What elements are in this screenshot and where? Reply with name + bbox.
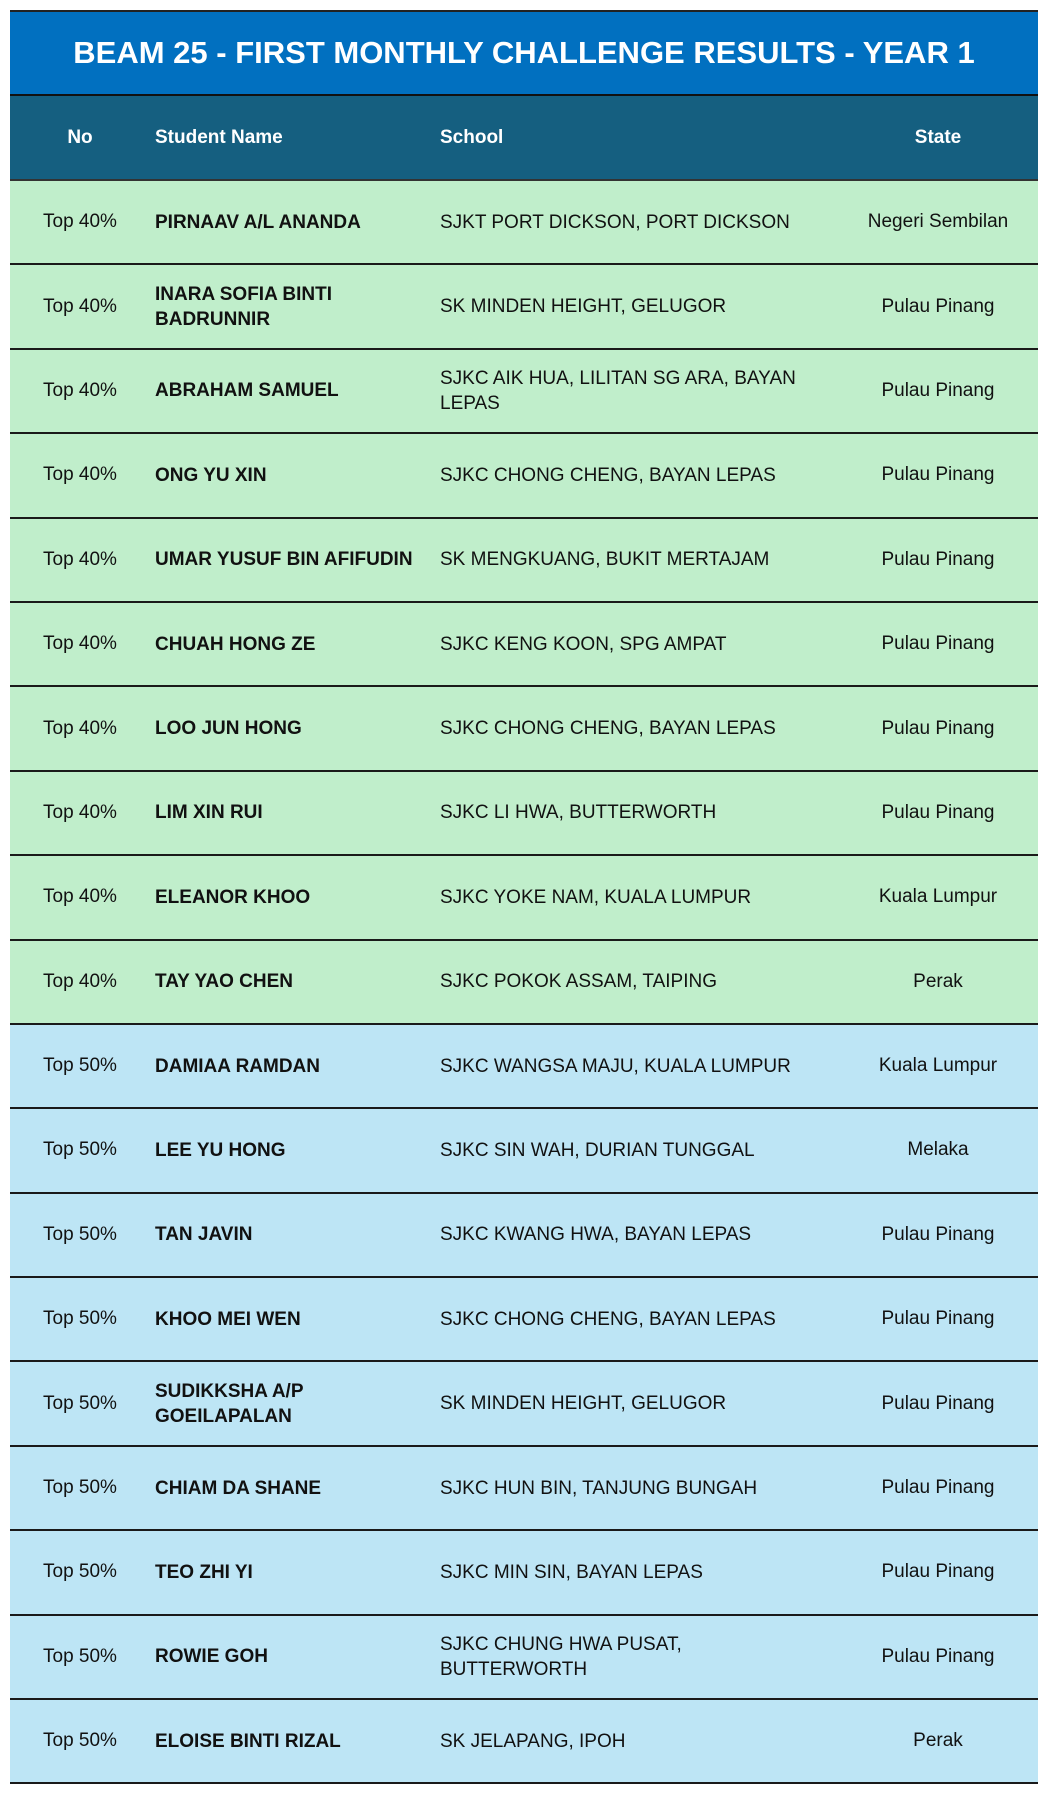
school-cell: SJKC WANGSA MAJU, KUALA LUMPUR	[440, 1055, 791, 1077]
state-cell: Perak	[913, 970, 963, 992]
table-row	[10, 1278, 1038, 1362]
rank-cell: Top 50%	[43, 1561, 117, 1583]
school-cell: SK MENGKUANG, BUKIT MERTAJAM	[440, 549, 770, 571]
school-cell: SJKC KWANG HWA, BAYAN LEPAS	[440, 1224, 752, 1246]
school-cell: SJKC LI HWA, BUTTERWORTH	[440, 802, 717, 824]
column-header-student-name: Student Name	[155, 127, 283, 148]
rank-cell: Top 40%	[43, 886, 117, 908]
school-cell: SJKC YOKE NAM, KUALA LUMPUR	[440, 886, 752, 908]
student-name-cell: KHOO MEI WEN	[155, 1308, 301, 1330]
table-row	[10, 1447, 1038, 1531]
rank-cell: Top 40%	[43, 801, 117, 823]
school-cell: SJKC CHUNG HWA PUSAT, BUTTERWORTH	[440, 1633, 682, 1680]
rank-cell: Top 50%	[43, 1223, 117, 1245]
state-cell: Pulau Pinang	[881, 717, 995, 739]
state-cell: Pulau Pinang	[881, 1477, 995, 1499]
rank-cell: Top 40%	[43, 379, 117, 401]
table-row	[10, 856, 1038, 940]
state-cell: Pulau Pinang	[881, 295, 995, 317]
column-header-school: School	[440, 127, 504, 148]
table-row	[10, 265, 1038, 349]
student-name-cell: ABRAHAM SAMUEL	[155, 380, 339, 402]
student-name-cell: ROWIE GOH	[155, 1646, 268, 1668]
column-header-no: No	[67, 126, 93, 148]
rank-cell: Top 40%	[43, 464, 117, 486]
school-cell: SJKC CHONG CHENG, BAYAN LEPAS	[440, 464, 776, 486]
student-name-cell: CHIAM DA SHANE	[155, 1477, 322, 1499]
table-row	[10, 1700, 1038, 1784]
school-cell: SJKC AIK HUA, LILITAN SG ARA, BAYAN LEPAS	[440, 367, 796, 414]
table-row	[10, 350, 1038, 434]
student-name-cell: TAY YAO CHEN	[155, 971, 293, 993]
table-row	[10, 1362, 1038, 1446]
table-row	[10, 603, 1038, 687]
table-row	[10, 941, 1038, 1025]
student-name-cell: ELOISE BINTI RIZAL	[155, 1730, 341, 1752]
rank-cell: Top 50%	[43, 1645, 117, 1667]
school-cell: SK JELAPANG, IPOH	[440, 1730, 626, 1752]
student-name-cell: CHUAH HONG ZE	[155, 633, 316, 655]
state-cell: Pulau Pinang	[881, 548, 995, 570]
table-row	[10, 1531, 1038, 1615]
school-cell: SJKC MIN SIN, BAYAN LEPAS	[440, 1561, 703, 1583]
table-row	[10, 1194, 1038, 1278]
state-cell: Pulau Pinang	[881, 1645, 995, 1667]
student-name-cell: TAN JAVIN	[155, 1224, 253, 1246]
rank-cell: Top 40%	[43, 633, 117, 655]
table-row	[10, 687, 1038, 771]
rank-cell: Top 50%	[43, 1055, 117, 1077]
school-cell: SJKC POKOK ASSAM, TAIPING	[440, 971, 717, 993]
state-cell: Kuala Lumpur	[878, 1055, 998, 1077]
school-cell: SK MINDEN HEIGHT, GELUGOR	[440, 1393, 727, 1415]
rank-cell: Top 50%	[43, 1308, 117, 1330]
school-cell: SJKC HUN BIN, TANJUNG BUNGAH	[440, 1477, 758, 1499]
state-cell: Pulau Pinang	[881, 633, 995, 655]
student-name-cell: UMAR YUSUF BIN AFIFUDIN	[155, 549, 413, 571]
school-cell: SJKC SIN WAH, DURIAN TUNGGAL	[440, 1139, 755, 1161]
table-row	[10, 434, 1038, 518]
table-row	[10, 519, 1038, 603]
table-row	[10, 1616, 1038, 1700]
table-header-row	[10, 96, 1038, 181]
state-cell: Melaka	[907, 1139, 969, 1161]
table-row	[10, 181, 1038, 265]
student-name-cell: LOO JUN HONG	[155, 718, 302, 740]
state-cell: Pulau Pinang	[881, 1561, 995, 1583]
student-name-cell: LEE YU HONG	[155, 1139, 286, 1161]
results-table	[10, 10, 1038, 1784]
student-name-cell: LIM XIN RUI	[155, 802, 263, 824]
school-cell: SJKT PORT DICKSON, PORT DICKSON	[440, 211, 790, 233]
student-name-cell: ELEANOR KHOO	[155, 886, 311, 908]
table-row	[10, 1025, 1038, 1109]
state-cell: Pulau Pinang	[881, 1223, 995, 1245]
state-cell: Kuala Lumpur	[878, 886, 998, 908]
student-name-cell: ONG YU XIN	[155, 464, 267, 486]
school-cell: SJKC CHONG CHENG, BAYAN LEPAS	[440, 718, 776, 740]
state-cell: Pulau Pinang	[881, 1308, 995, 1330]
rank-cell: Top 40%	[43, 548, 117, 570]
table-row	[10, 1109, 1038, 1193]
state-cell: Perak	[913, 1730, 963, 1752]
state-cell: Negeri Sembilan	[867, 211, 1009, 233]
rank-cell: Top 40%	[43, 295, 117, 317]
student-name-cell: PIRNAAV A/L ANANDA	[155, 211, 361, 233]
table-row	[10, 772, 1038, 856]
school-cell: SJKC CHONG CHENG, BAYAN LEPAS	[440, 1308, 776, 1330]
student-name-cell: SUDIKKSHA A/P GOEILAPALAN	[155, 1380, 304, 1427]
school-cell: SK MINDEN HEIGHT, GELUGOR	[440, 296, 727, 318]
student-name-cell: INARA SOFIA BINTI BADRUNNIR	[155, 283, 332, 330]
state-cell: Pulau Pinang	[881, 379, 995, 401]
student-name-cell: DAMIAA RAMDAN	[155, 1055, 320, 1077]
rank-cell: Top 40%	[43, 970, 117, 992]
state-cell: Pulau Pinang	[881, 801, 995, 823]
student-name-cell: TEO ZHI YI	[155, 1561, 253, 1583]
state-cell: Pulau Pinang	[881, 1392, 995, 1414]
rank-cell: Top 50%	[43, 1139, 117, 1161]
table-body	[10, 181, 1038, 1784]
school-cell: SJKC KENG KOON, SPG AMPAT	[440, 633, 727, 655]
rank-cell: Top 50%	[43, 1392, 117, 1414]
rank-cell: Top 40%	[43, 717, 117, 739]
rank-cell: Top 50%	[43, 1477, 117, 1499]
state-cell: Pulau Pinang	[881, 464, 995, 486]
table-title: BEAM 25 - FIRST MONTHLY CHALLENGE RESULTS - YEAR 1	[10, 12, 1038, 96]
column-header-state: State	[914, 126, 962, 148]
rank-cell: Top 40%	[43, 211, 117, 233]
rank-cell: Top 50%	[43, 1730, 117, 1752]
